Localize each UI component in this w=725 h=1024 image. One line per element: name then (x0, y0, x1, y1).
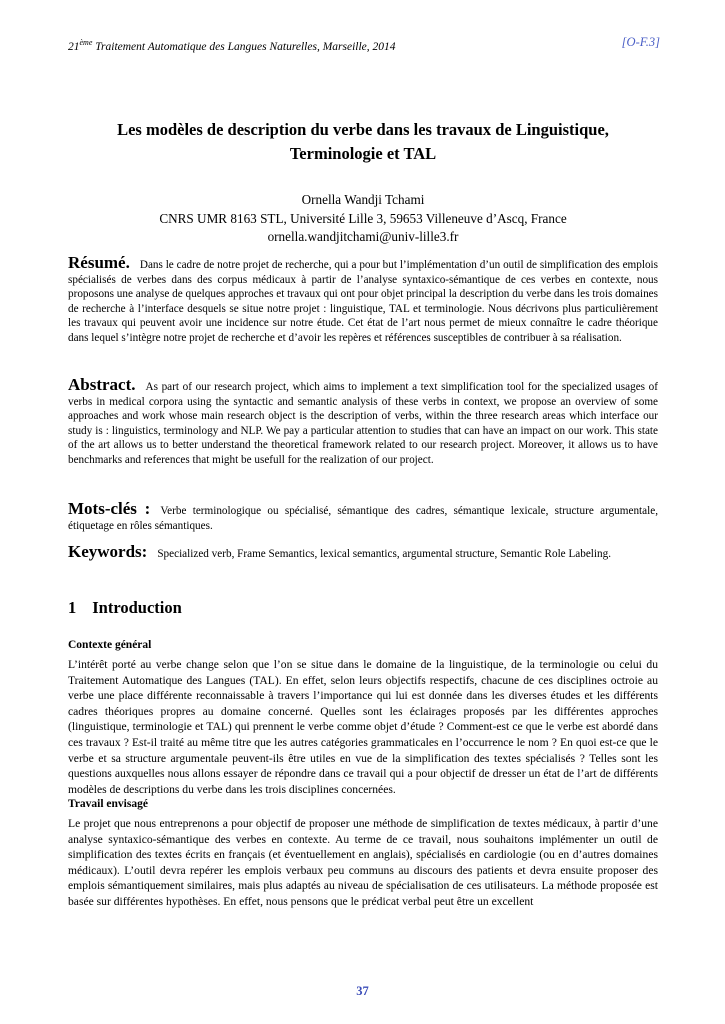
paragraph-contexte: L’intérêt porté au verbe change selon que l’on se situe dans le domaine de la linguistique, de la terminologie ou celui du Traitement Automatique des Langues (TAL). En effet, selon leurs objectifs respectifs, chacune de ces disciplines octroie au verbe une place différente reconnaissable à travers l’importance qui lui est donnée dans les diverses études et les différents cadres théoriques propres au domaine concerné. Quelles sont les éclairages proposés par les différentes approches (linguistique, terminologie et TAL) qui prennent le verbe comme objet d’étude ? Comment-est ce que le verbe est abordé dans ces travaux ? Est-il traité au même titre que les autres catégories grammaticales en l’occurrence le nom ? En quoi est-ce que le verbe et sa structure argumentale peuvent-ils être utiles en vue de la simplification des textes spécialisés ? Telles sont les questions auxquelles nous allons essayer de répondre dans ce travail qui a pour objectif de dresser un état de l’art de différents modèles de descriptions du verbe dans les trois disciplines concernées. (68, 658, 658, 796)
author-affiliation: CNRS UMR 8163 STL, Université Lille 3, 59653 Villeneuve d’Ascq, France (159, 210, 567, 226)
subheading-contexte: Contexte général (68, 639, 152, 651)
conference-name: 21ème Traitement Automatique des Langues Naturelles, Marseille, 2014 (68, 38, 396, 53)
motscles-block (68, 499, 658, 533)
keywords-label: Keywords: (68, 542, 148, 561)
title-line-2: Terminologie et TAL (289, 144, 437, 163)
page-number: 37 (356, 984, 369, 998)
keywords-text: Specialized verb, Frame Semantics, lexical semantics, argumental structure, Semantic Role Labeling. (157, 548, 612, 560)
resume-label: Résumé. (68, 253, 130, 272)
author-name: Ornella Wandji Tchami (301, 192, 425, 207)
title-line-1: Les modèles de description du verbe dans les travaux de Linguistique, (117, 120, 609, 139)
author-block (68, 191, 658, 247)
resume-text: Dans le cadre de notre projet de recherche, qui a pour but l’implémentation d’un outil de simplification des emplois spécialisés de verbes dans des corpus médicaux à partir de l’analyse syntaxico-sémantique de ces verbes en contexte, nous proposons une analyse de quelques approches et travaux qui ont pour objet principal la description du verbe dans les trois domaines de recherche à l’interface desquels se situe notre projet : linguistique, TAL et terminologie. Nous décrivons plus particulièrement les travaux qui peuvent avoir une incidence sur notre étude. Cet état de l’art nous permet de mieux connaître le cadre théorique dans lequel s’intègre notre projet de recherche et d’avoir les repères et références susceptibles de contribuer à sa réalisation. (68, 259, 658, 344)
section-title-text: Introduction (92, 598, 182, 617)
resume-block (68, 253, 658, 346)
motscles-text: Verbe terminologique ou spécialisé, sémantique des cadres, sémantique lexicale, structure argumentale, étiquetage en rôles sémantiques. (68, 505, 658, 532)
abstract-block (68, 375, 658, 468)
author-email: ornella.wandjitchami@univ-lille3.fr (267, 229, 459, 244)
paper-reference: [O-F.3] (621, 35, 660, 49)
subheading-travail: Travail envisagé (68, 798, 148, 810)
keywords-block (68, 542, 658, 562)
motscles-label: Mots-clés : (68, 499, 151, 518)
section-heading (68, 598, 182, 618)
section-number: 1 (68, 598, 77, 617)
paragraph-travail: Le projet que nous entreprenons a pour objectif de proposer une méthode de simplification de textes médicaux, à partir d’une analyse syntaxico-sémantique des verbes en contexte. Au terme de ce travail, nous souhaitons implémenter un outil de simplification des textes écrits en français (et éventuellement en anglais), spécialisés en cardiologie (ou en d’autres domaines médicaux). L’outil devra repérer les emplois verbaux peu communs au discours des patients et devra ensuite proposer des emplois sémantiquement similaires, mais plus adaptés au niveau de spécialisation de ces utilisateurs. La méthode proposée est basée sur différentes hypothèses. En effet, nous pensons que le prédicat verbal peut être un excellent (68, 817, 658, 908)
paper-title (68, 118, 658, 166)
abstract-label: Abstract. (68, 375, 136, 394)
abstract-text: As part of our research project, which aims to implement a text simplification tool for the specialized usages of verbs in medical corpora using the syntactic and semantic analysis of these verbs in context, we propose an overview of some approaches and work whose main research object is the description of verbs, within the three research areas which interface our study is : linguistics, terminology and NLP. We pay a particular attention to studies that can have an impact on our work. This state of the art allows us to better understand the theoretical framework related to our research project. Moreover, it allows us to have benchmarks and references that might be usefull for the realization of our project. (68, 381, 658, 466)
running-header (68, 35, 660, 53)
